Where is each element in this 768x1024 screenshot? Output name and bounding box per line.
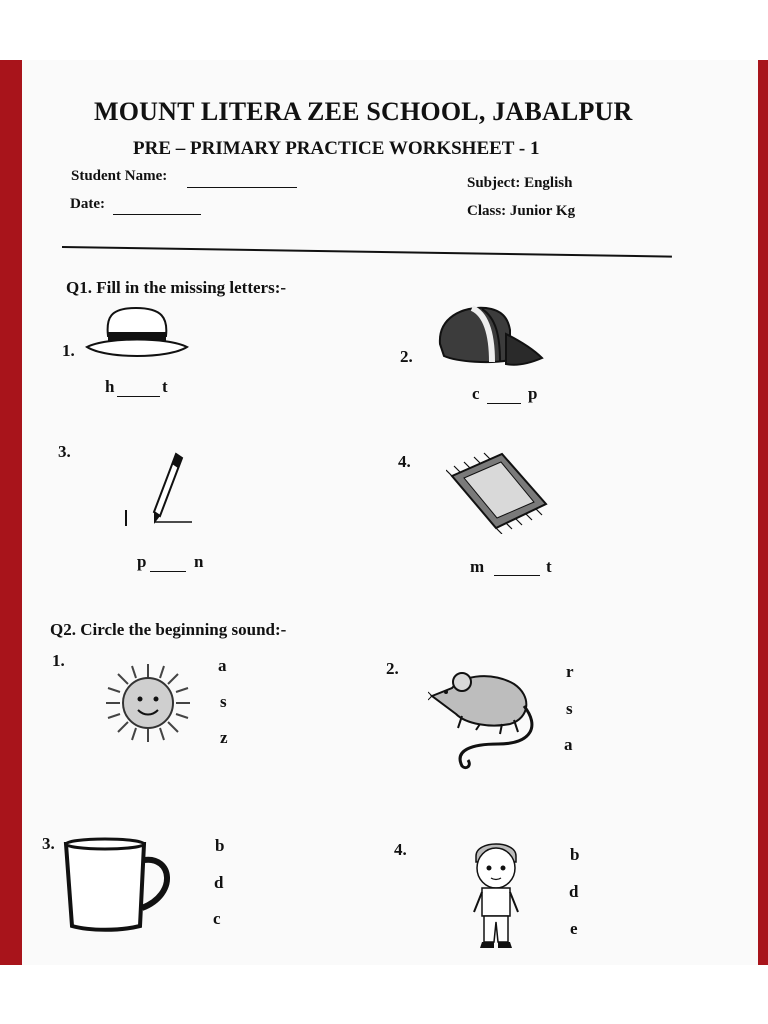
q2-item1-option-3[interactable]: z xyxy=(220,728,228,747)
q1-item4-letter-before: m xyxy=(470,557,485,576)
rat-icon xyxy=(428,666,540,770)
date-label: Date: xyxy=(70,196,105,212)
q1-item3-letter-before: p xyxy=(137,552,147,571)
top-margin xyxy=(0,0,768,60)
q2-item1-option-1[interactable]: a xyxy=(218,656,227,675)
q2-title: Q2. Circle the beginning sound:- xyxy=(50,620,287,639)
q2-item4-number: 4. xyxy=(394,840,407,859)
q1-item2-letter-after: p xyxy=(528,384,538,403)
boy-icon xyxy=(466,838,526,952)
cup-icon xyxy=(60,834,182,934)
q1-item1-letter-after: t xyxy=(162,377,168,396)
pen-icon xyxy=(118,450,196,532)
q2-item4-option-3[interactable]: e xyxy=(570,919,578,938)
student-name-label: Student Name: xyxy=(71,168,168,184)
q2-item4-option-1[interactable]: b xyxy=(570,845,580,864)
q1-item2-blank[interactable] xyxy=(487,387,521,404)
q2-item3-option-3[interactable]: c xyxy=(213,909,221,928)
student-name-field[interactable] xyxy=(187,169,297,188)
worksheet-title: PRE – PRIMARY PRACTICE WORKSHEET - 1 xyxy=(133,138,540,159)
q1-item1-blank[interactable] xyxy=(117,380,160,397)
q1-item4-letter-after: t xyxy=(546,557,552,576)
school-title: MOUNT LITERA ZEE SCHOOL, JABALPUR xyxy=(94,97,633,126)
q1-item3-letter-after: n xyxy=(194,552,204,571)
q1-item4-blank[interactable] xyxy=(494,559,540,576)
q1-item2-letter-before: c xyxy=(472,384,480,403)
cap-icon xyxy=(436,304,544,374)
q1-item3-blank[interactable] xyxy=(150,555,186,572)
q1-item3-number: 3. xyxy=(58,442,71,461)
q2-item2-option-3[interactable]: a xyxy=(564,735,573,754)
q2-item2-option-1[interactable]: r xyxy=(566,662,574,681)
q2-item2-option-2[interactable]: s xyxy=(566,699,573,718)
q1-item1-letter-before: h xyxy=(105,377,115,396)
q1-title: Q1. Fill in the missing letters:- xyxy=(66,278,287,297)
q1-item2-number: 2. xyxy=(400,347,413,366)
hat-icon xyxy=(84,304,190,360)
mat-icon xyxy=(446,448,552,534)
class-label: Class: Junior Kg xyxy=(467,203,576,219)
q2-item4-option-2[interactable]: d xyxy=(569,882,579,901)
q2-item2-number: 2. xyxy=(386,659,399,678)
date-field[interactable] xyxy=(113,196,201,215)
q2-item3-option-2[interactable]: d xyxy=(214,873,224,892)
q2-item1-number: 1. xyxy=(52,651,65,670)
subject-label: Subject: English xyxy=(467,175,573,191)
q2-item3-option-1[interactable]: b xyxy=(215,836,225,855)
q2-item1-option-2[interactable]: s xyxy=(220,692,227,711)
q1-item4-number: 4. xyxy=(398,452,411,471)
bottom-margin xyxy=(0,965,768,1024)
q1-item1-number: 1. xyxy=(62,341,75,360)
sun-icon xyxy=(104,662,192,744)
q2-item3-number: 3. xyxy=(42,834,55,853)
